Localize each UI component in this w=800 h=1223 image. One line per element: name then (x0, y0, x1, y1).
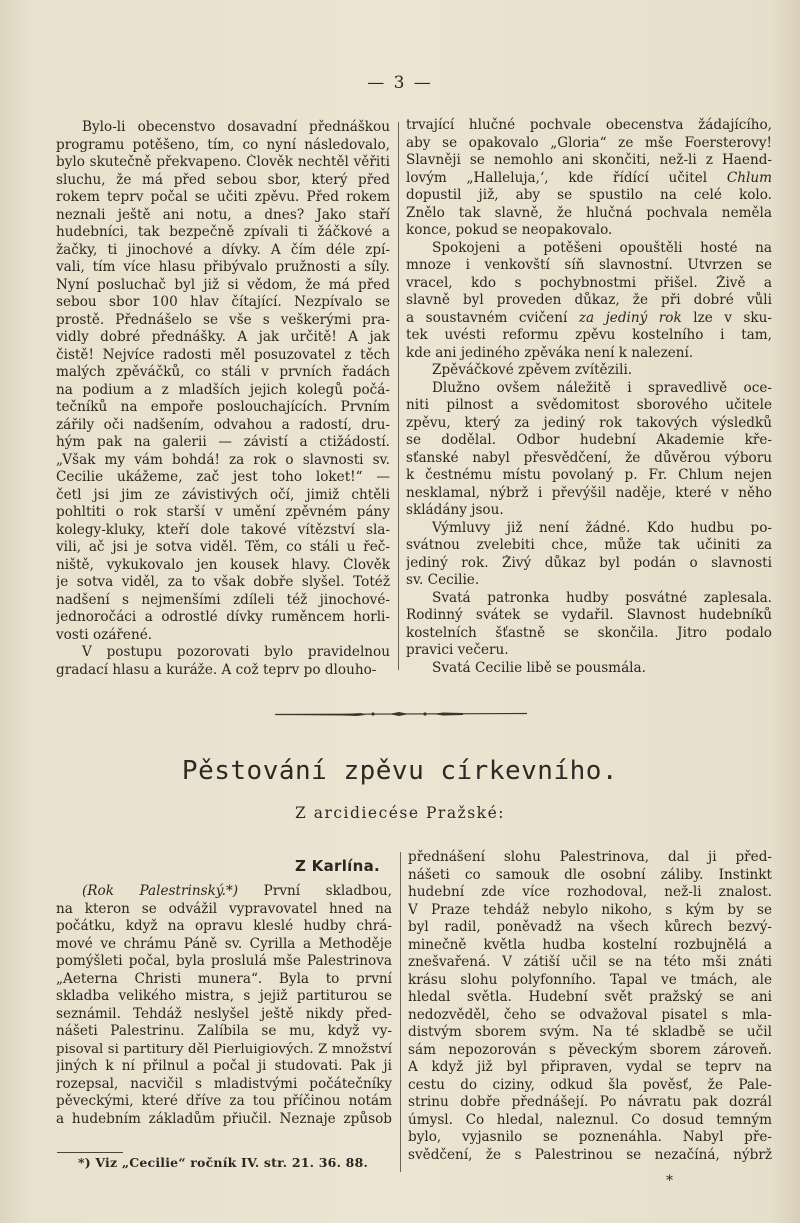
footnote: *) Viz „Cecilie“ ročník IV. str. 21. 36. 88. (77, 1155, 369, 1170)
text-line: nášeti co samouk dle osobní záliby. Instinkt (408, 866, 772, 883)
text-line: zpěvu, který za jediný rok takových výsledků (406, 414, 772, 431)
name-chlum: Chlum (726, 169, 772, 186)
top-right-column (406, 117, 772, 677)
text-line: zářily oči nadšením, odvahou a radostí, dru- (56, 416, 390, 433)
text-line: sluchu, že má před sebou sbor, který před (56, 171, 390, 188)
text-line: Bylo-li obecenstvo dosavadní přednáškou (82, 119, 390, 135)
text-line: V Praze tehdáž nebylo nikoho, s kým by se (408, 901, 772, 918)
text-line (406, 310, 772, 328)
emphasis-text: (Rok Palestrinský.*) (82, 883, 239, 899)
section-heading-text: Z Karlína. (294, 857, 380, 875)
text-line: neznali ještě ani notu, a dnes? Jako staří (56, 206, 390, 223)
text-line: na kteron se odvážil vypravovatel hned na (56, 900, 392, 917)
text-line: Znělo tak slavně, že hlučná pochvala neměla (406, 204, 772, 221)
text-line: hledal světla. Hudební svět pražský se ani (408, 989, 772, 1005)
text-line: seznámil. Tehdáž neslyšel ještě nikdy před- (56, 1005, 392, 1022)
text-line: Slavněji se nemohlo ani skončiti, než-li z Haend- (406, 152, 772, 168)
text-line: rozepsal, nacvičil s mladistvými počátečníky (56, 1075, 392, 1092)
text-line: gradací hlasu a kuráže. A což teprv po dlouho- (56, 661, 377, 678)
text-fragment: lovým „Halleluja,‘, kde řídící učitel (406, 169, 708, 186)
text-line: tek uvésti reformu zpěvu kostelního i tam, (406, 327, 772, 343)
text-line: sebou sbor 100 hlav čítající. Nezpívalo se (56, 294, 390, 310)
text-line: znešvařená. V zátiší učil se na této mši znáti (408, 954, 772, 970)
text-line: nedozvěděl, čeho se odvažoval pisatel s mla- (408, 1006, 772, 1023)
text-line: Zpěváčkové zpěvem zvítězili. (432, 362, 633, 378)
text-line: sťanské nabyl přesvědčení, že důvěrou výboru (406, 449, 772, 466)
text-line: Rodinný svátek se vydařil. Slavnost hudebníků (406, 607, 772, 623)
text-line: tečníků na empoře poslouchajících. Prvním (56, 399, 390, 415)
text-line: jediný rok. Živý důkaz byl podán o slavnosti (406, 554, 772, 571)
text-line: vili, ač jsi je sotva viděl. Těm, co stáli u řeč- (56, 539, 390, 555)
text-line (406, 170, 772, 188)
text-line: kde ani jediného zpěváka není k nalezení. (406, 344, 694, 361)
text-line: slavně byl proveden důkaz, že při dobré vůli (406, 292, 772, 308)
footnote-rule (57, 1152, 123, 1153)
text-line: hudební zde více rozhodoval, než-li znalost. (408, 884, 772, 900)
text-line: Dlužno ovšem náležitě i spravedlivě oce- (432, 379, 772, 396)
column-separator-bottom (400, 852, 401, 1172)
text-line: rokem teprv počal se učiti zpěvu. Před rokem (56, 189, 390, 205)
text-line: úmysl. Co hledal, naleznul. Co dosud temným (408, 1111, 772, 1128)
text-line: jednoročáci a odrostlé dívky ruměncem horli- (56, 609, 390, 625)
column-separator-top (398, 122, 399, 670)
text-line: a hudebním základům přiučil. Neznaje způsob (56, 1110, 392, 1127)
section-heading (56, 857, 390, 875)
text-line: cestu do ciziny, odkud šla pověsť, že Pale- (408, 1076, 772, 1093)
ornament-divider (273, 709, 529, 719)
text-line: na podium a z mladších jejich kolegů počá- (56, 381, 390, 398)
text-line: pisoval si partitury děl Pierluigiových. Z množství (56, 1041, 392, 1057)
text-line: nadšení s nejmenšími zdíleli též jinochové- (56, 591, 390, 608)
text-line: přednášení slohu Palestrinova, dal ji před- (408, 849, 772, 865)
text-line: nášeti Palestrinu. Zalíbila se mu, když vy- (56, 1023, 392, 1039)
text-line: Spokojeni a potěšeni opouštěli hosté na (432, 239, 772, 256)
text-line (56, 883, 392, 901)
text-line: vidly dobré přednášky. A jak určitě! A jak (56, 329, 390, 345)
page-number: — 3 — (367, 73, 433, 93)
text-line: programu potěšeno, tím, co nyní následovalo, (56, 136, 390, 153)
text-fragment: a soustavném cvičení (406, 309, 568, 326)
text-line: vali, tím více hlasu přibývalo pružnosti a síly. (56, 259, 390, 275)
text-line: trvající hlučné pochvale obecenstva žádajícího, (406, 117, 772, 133)
text-line: četl jsi jim ze závistivých očí, jimiž chtěli (56, 486, 390, 503)
text-line: sv. Cecilie. (406, 572, 480, 588)
text-line: konce, pokud se neopakovalo. (406, 222, 613, 238)
text-line: distvým sborem svým. Na té skladbě se učil (408, 1024, 772, 1040)
text-line: bylo skutečně překvapeno. Člověk nechtěl věřiti (56, 154, 390, 170)
text-line: mnoze i venkovští síň slavnostní. Utvrzen se (406, 257, 772, 273)
text-line: strinu dobře přednášejí. Po návratu pak dozrál (408, 1094, 772, 1110)
text-line: Svatá patronka hudby posvátné zaplesala. (432, 589, 772, 606)
text-line: Výmluvy již není žádné. Kdo hudbu po- (432, 519, 772, 536)
text-line: niště, vykukovalo jen kousek hlavy. Člověk (56, 556, 390, 573)
text-line: počátku, když na opravu kleslé hudby chrá- (56, 918, 392, 934)
text-line: byl radil, poněvadž na všech kůrech bezvý- (408, 919, 772, 935)
text-line: jiných k ní přilnul a počal ji studovati. Pak ji (56, 1058, 392, 1074)
text-line: V postupu pozorovati bylo pravidelnou (82, 644, 390, 660)
text-line: svátnou zvelebiti chce, může tak učiniti za (406, 537, 772, 553)
catchword-mark: * (666, 1173, 673, 1189)
text-line: aby se opakovalo „Gloria“ ze mše Foersterovy! (406, 134, 772, 151)
text-line: skladba velikého mistra, s jejiž partiturou se (56, 988, 392, 1004)
text-line: sám nepozorován s pěveckým sborem zároveň. (408, 1041, 772, 1058)
text-line: bylo, vyjasnilo se poznenáhla. Nabyl pře- (408, 1129, 772, 1145)
text-line: mové ve chrámu Páně sv. Cyrilla a Methoděje (56, 935, 392, 952)
text-fragment: První skladbou, (263, 883, 392, 899)
text-line: hým pak na galerii — závistí a ctižádostí. (56, 434, 390, 450)
text-line: vracel, kdo s pochybnostmi přišel. Živě a (406, 274, 772, 291)
text-line: dopustil již, aby se spustilo na celé kolo. (406, 187, 772, 203)
text-line: minečně květla hudba kostelní rozbujnělá a (408, 936, 772, 953)
text-line: pravici večeru. (406, 642, 509, 658)
text-line: skládány jsou. (406, 502, 504, 518)
text-line: svědčení, že s Palestrinou se nezačíná, nýbrž (408, 1146, 772, 1163)
text-line: malých zpěváčků, co stáli v prvních řadách (56, 364, 390, 380)
text-line: pěveckými, které dříve za tou příčinou notám (56, 1093, 392, 1109)
text-line: se dodělal. Odbor hudební Akademie kře- (406, 432, 772, 448)
text-line: A když již byl připraven, vydal se teprv na (408, 1059, 772, 1075)
article-subtitle: Z arcidiecése Pražské: (295, 804, 505, 822)
article-title: Pěstování zpěvu církevního. (181, 756, 619, 786)
text-line: je sotva viděl, za to však dobře slyšel. Totéž (56, 574, 390, 590)
text-line: prostě. Přednášelo se vše s veškerými pra- (56, 311, 390, 328)
text-line: hudebníci, tak bezpečně zpívali ti žáčkové a (56, 224, 390, 240)
text-line: k čestnému místu povolaný p. Fr. Chlum nejen (406, 467, 772, 483)
text-line: Svatá Cecilie libě se pousmála. (432, 659, 646, 676)
bottom-left-lines (56, 901, 392, 1129)
text-line: nesklamal, nýbrž i převýšil naděje, které v něho (406, 484, 772, 501)
text-line: „Aeterna Christi munera“. Byla to první (56, 970, 392, 987)
top-left-column (56, 119, 390, 679)
text-line: žačky, ti jinochové a dívky. A čím déle zpí- (56, 241, 390, 258)
text-fragment: lze v sku- (693, 309, 772, 326)
text-line: pohltiti o rok starší v umění zpěvném pány (56, 504, 390, 520)
emphasis-text: za jediný rok (578, 309, 682, 326)
text-line: krásu slohu polyfonního. Tapal ve tmách, ale (408, 971, 772, 988)
text-line: kolegy-kluky, kteří dole takové vítězství sla- (56, 521, 390, 538)
bottom-right-column (408, 849, 772, 1164)
text-line: čistě! Nejvíce radosti měl posuzovatel z těch (56, 346, 390, 363)
text-line: pomýšleti počal, byla proslulá mše Palestrinova (56, 953, 392, 969)
text-line: Nyní posluchač byl již si vědom, že má před (56, 276, 390, 293)
text-line: „Však my vám bohdá! za rok o slavnosti sv. (56, 451, 390, 468)
text-line: vosti ozářené. (56, 626, 153, 643)
text-line: kostelních šťastně se skončila. Jitro podalo (406, 624, 772, 641)
text-line: Cecilie ukážeme, zač jest toho loket!“ — (56, 469, 390, 485)
bottom-left-column (56, 883, 392, 1128)
text-line: niti pilnost a svědomitost sborového učitele (406, 397, 772, 413)
